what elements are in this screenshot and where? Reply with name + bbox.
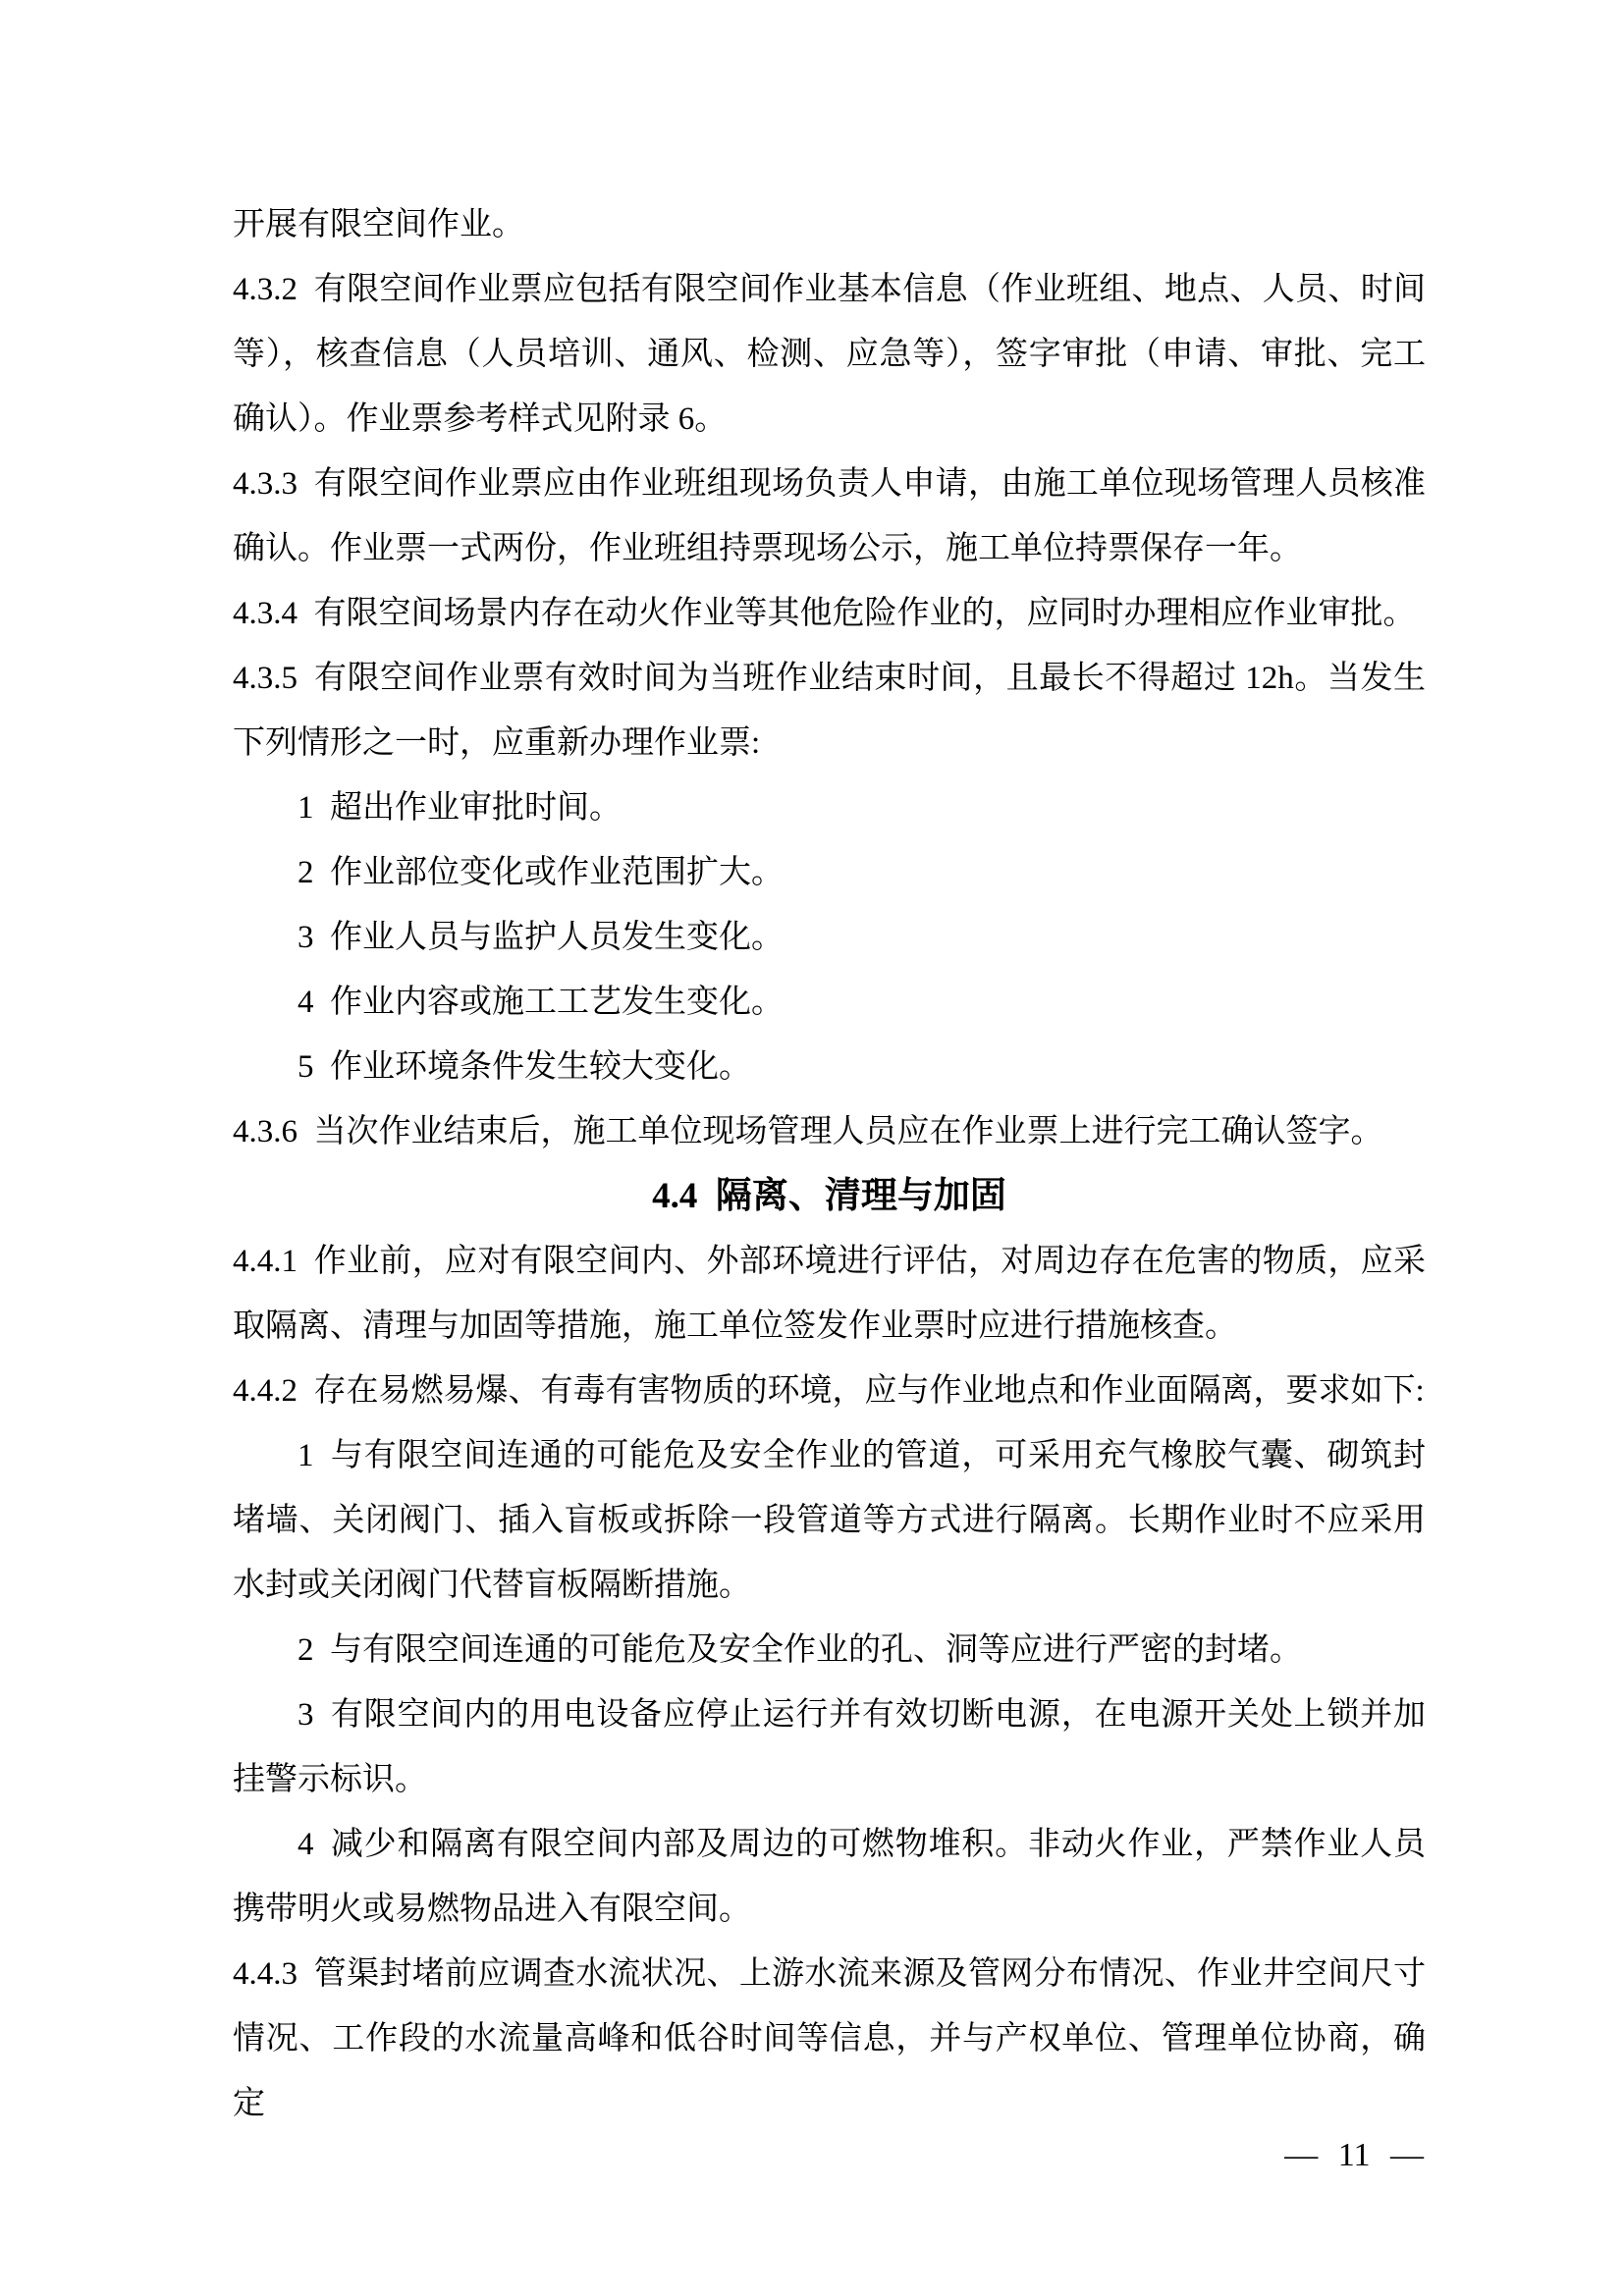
list-item-4-4-2-2: 2 与有限空间连通的可能危及安全作业的孔、洞等应进行严密的封堵。 [298, 1632, 1302, 1668]
clause-4-3-2: 4.3.2 有限空间作业票应包括有限空间作业基本信息（作业班组、地点、人员、时间等），核查信息（人员培训、通风、检测、应急等），签字审批（申请、审批、完工确认）。作业票参考样式见附录 6。 [233, 272, 1426, 437]
clause-4-3-3: 4.3.3 有限空间作业票应由作业班组现场负责人申请，由施工单位现场管理人员核准确认。作业票一式两份，作业班组持票现场公示，施工单位持票保存一年。 [233, 466, 1426, 566]
section-heading-4-4: 4.4 隔离、清理与加固 [652, 1176, 1006, 1216]
clause-4-4-2: 4.4.2 存在易燃易爆、有毒有害物质的环境，应与作业地点和作业面隔离，要求如下: [233, 1373, 1425, 1409]
clause-4-3-4: 4.3.4 有限空间场景内存在动火作业等其他危险作业的，应同时办理相应作业审批。 [233, 596, 1416, 631]
list-item-4-4-2-3: 3 有限空间内的用电设备应停止运行并有效切断电源，在电源开关处上锁并加挂警示标识。 [233, 1697, 1426, 1797]
clause-4-3-6: 4.3.6 当次作业结束后，施工单位现场管理人员应在作业票上进行完工确认签字。 [233, 1114, 1383, 1149]
list-item-4-4-2-4: 4 减少和隔离有限空间内部及周边的可燃物堆积。非动火作业，严禁作业人员携带明火或易燃物品进入有限空间。 [233, 1827, 1426, 1927]
page-body-text [233, 192, 1426, 2136]
paragraph-continuation: 开展有限空间作业。 [233, 207, 524, 242]
list-item-4-4-2-1: 1 与有限空间连通的可能危及安全作业的管道，可采用充气橡胶气囊、砌筑封堵墙、关闭阀门、插入盲板或拆除一段管道等方式进行隔离。长期作业时不应采用水封或关闭阀门代替盲板隔断措施。 [233, 1438, 1426, 1603]
list-item-2: 2 作业部位变化或作业范围扩大。 [298, 855, 784, 890]
list-item-3: 3 作业人员与监护人员发生变化。 [298, 920, 784, 955]
clause-4-4-1: 4.4.1 作业前，应对有限空间内、外部环境进行评估，对周边存在危害的物质，应采取隔离、清理与加固等措施，施工单位签发作业票时应进行措施核查。 [233, 1244, 1426, 1344]
list-item-5: 5 作业环境条件发生较大变化。 [298, 1049, 751, 1085]
list-item-1: 1 超出作业审批时间。 [298, 790, 622, 826]
page-number: — 11 — [1284, 2137, 1424, 2173]
list-item-4: 4 作业内容或施工工艺发生变化。 [298, 985, 784, 1020]
clause-4-3-5: 4.3.5 有限空间作业票有效时间为当班作业结束时间，且最长不得超过 12h。当发生下列情形之一时，应重新办理作业票: [233, 661, 1426, 761]
clause-4-4-3: 4.4.3 管渠封堵前应调查水流状况、上游水流来源及管网分布情况、作业井空间尺寸情况、工作段的水流量高峰和低谷时间等信息，并与产权单位、管理单位协商，确定 [233, 1956, 1426, 2121]
